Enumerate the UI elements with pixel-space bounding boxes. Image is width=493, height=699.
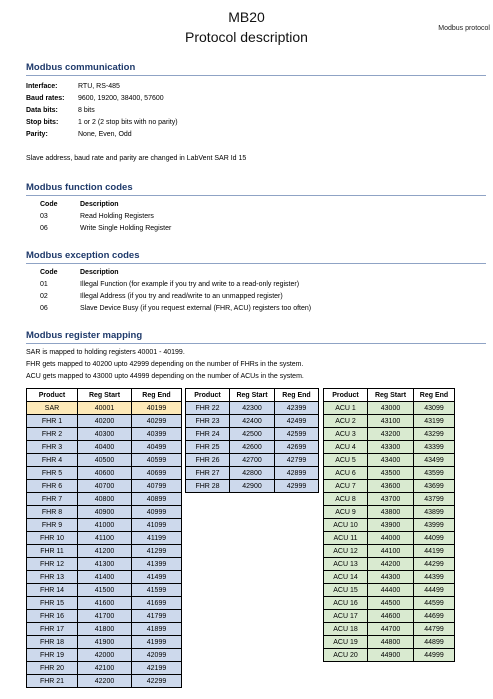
reg-start-cell: 42800 <box>230 467 275 480</box>
reg-end-cell: 42199 <box>132 662 182 675</box>
reg-end-cell: 41199 <box>132 532 182 545</box>
product-cell: ACU 12 <box>324 545 368 558</box>
function-code: 03 <box>40 213 48 220</box>
product-cell: FHR 28 <box>186 480 230 493</box>
table-row <box>27 493 182 506</box>
reg-end-cell: 44799 <box>414 623 455 636</box>
table-row <box>186 480 319 493</box>
table-row <box>27 519 182 532</box>
table-row <box>186 454 319 467</box>
exception-code-row <box>40 280 299 289</box>
product-cell: FHR 27 <box>186 467 230 480</box>
exception-description: Illegal Address (if you try and read/write to an unmapped register) <box>80 293 283 300</box>
reg-end-cell: 43599 <box>414 467 455 480</box>
reg-end-cell: 43499 <box>414 454 455 467</box>
reg-start-cell: 40600 <box>78 467 132 480</box>
reg-start-cell: 41800 <box>78 623 132 636</box>
section-heading-register-mapping: Modbus register mapping <box>26 330 486 344</box>
product-cell: ACU 3 <box>324 428 368 441</box>
comm-key: Stop bits: <box>26 119 59 126</box>
document-subtitle: Protocol description <box>185 29 308 45</box>
reg-start-cell: 44000 <box>368 532 414 545</box>
table-row <box>27 441 182 454</box>
comm-row-data-bits <box>26 106 95 115</box>
table-row <box>27 662 182 675</box>
function-code-row <box>40 212 154 221</box>
product-cell: FHR 15 <box>27 597 78 610</box>
reg-end-cell: 43799 <box>414 493 455 506</box>
reg-start-cell: 40500 <box>78 454 132 467</box>
product-cell: FHR 24 <box>186 428 230 441</box>
product-cell: FHR 6 <box>27 480 78 493</box>
product-cell: ACU 13 <box>324 558 368 571</box>
comm-key: Parity: <box>26 131 48 138</box>
table-row <box>27 675 182 688</box>
reg-start-cell: 44700 <box>368 623 414 636</box>
product-cell: FHR 25 <box>186 441 230 454</box>
product-cell: FHR 3 <box>27 441 78 454</box>
product-cell: FHR 12 <box>27 558 78 571</box>
reg-end-cell: 40399 <box>132 428 182 441</box>
product-cell: FHR 19 <box>27 649 78 662</box>
product-cell: ACU 4 <box>324 441 368 454</box>
reg-start-cell: 44300 <box>368 571 414 584</box>
function-code-row <box>40 224 171 233</box>
reg-start-cell: 41700 <box>78 610 132 623</box>
reg-start-cell: 43200 <box>368 428 414 441</box>
comm-row-interface <box>26 82 120 91</box>
comm-key: Interface: <box>26 83 58 90</box>
exception-codes-header <box>40 268 119 277</box>
product-cell: FHR 10 <box>27 532 78 545</box>
reg-end-cell: 40299 <box>132 415 182 428</box>
comm-row-baud-rates <box>26 94 164 103</box>
section-heading-communication: Modbus communication <box>26 62 486 76</box>
table-row <box>324 519 455 532</box>
reg-end-cell: 40899 <box>132 493 182 506</box>
exception-description: Slave Device Busy (if you request external (FHR, ACU) registers too often) <box>80 305 312 312</box>
reg-end-cell: 43299 <box>414 428 455 441</box>
reg-start-cell: 44800 <box>368 636 414 649</box>
reg-end-cell: 41299 <box>132 545 182 558</box>
exception-code: 06 <box>40 305 48 312</box>
exception-code: 01 <box>40 281 48 288</box>
product-cell: SAR <box>27 402 78 415</box>
product-cell: FHR 21 <box>27 675 78 688</box>
reg-start-cell: 42400 <box>230 415 275 428</box>
section-heading-function-codes: Modbus function codes <box>26 182 486 196</box>
table-row <box>186 441 319 454</box>
product-cell: ACU 19 <box>324 636 368 649</box>
comm-note: Slave address, baud rate and parity are changed in LabVent SAR Id 15 <box>26 155 247 162</box>
reg-start-cell: 40700 <box>78 480 132 493</box>
table-row <box>27 571 182 584</box>
reg-end-cell: 42099 <box>132 649 182 662</box>
table-row <box>324 649 455 662</box>
col-header-reg-end: Reg End <box>132 389 182 402</box>
reg-start-cell: 43800 <box>368 506 414 519</box>
exception-code-row <box>40 304 311 313</box>
register-table-fhr-continued <box>185 388 319 493</box>
table-row <box>324 584 455 597</box>
table-row <box>27 597 182 610</box>
col-header-description: Description <box>80 269 119 276</box>
register-table-acu <box>323 388 455 662</box>
reg-start-cell: 44400 <box>368 584 414 597</box>
product-cell: ACU 9 <box>324 506 368 519</box>
comm-key: Baud rates: <box>26 95 65 102</box>
reg-start-cell: 41400 <box>78 571 132 584</box>
reg-start-cell: 40300 <box>78 428 132 441</box>
table-header-row <box>27 389 182 402</box>
table-row <box>27 428 182 441</box>
table-row <box>324 623 455 636</box>
function-codes-header <box>40 200 119 209</box>
mapping-line-fhr: FHR gets mapped to 40200 upto 42999 depending on the number of FHRs in the system. <box>26 361 304 368</box>
reg-end-cell: 42299 <box>132 675 182 688</box>
table-row <box>27 415 182 428</box>
product-cell: FHR 26 <box>186 454 230 467</box>
reg-start-cell: 43300 <box>368 441 414 454</box>
comm-value: None, Even, Odd <box>78 131 132 138</box>
reg-start-cell: 43400 <box>368 454 414 467</box>
product-cell: ACU 16 <box>324 597 368 610</box>
comm-value: 1 or 2 (2 stop bits with no parity) <box>78 119 178 126</box>
product-cell: FHR 23 <box>186 415 230 428</box>
table-row <box>324 597 455 610</box>
table-row <box>27 480 182 493</box>
function-code: 06 <box>40 225 48 232</box>
reg-end-cell: 41099 <box>132 519 182 532</box>
comm-row-stop-bits <box>26 118 178 127</box>
header-corner-label: Modbus protocol <box>438 25 490 32</box>
comm-value: 9600, 19200, 38400, 57600 <box>78 95 164 102</box>
reg-end-cell: 40799 <box>132 480 182 493</box>
reg-end-cell: 43699 <box>414 480 455 493</box>
reg-end-cell: 42499 <box>275 415 319 428</box>
reg-start-cell: 41000 <box>78 519 132 532</box>
reg-start-cell: 41300 <box>78 558 132 571</box>
col-header-reg-start: Reg Start <box>368 389 414 402</box>
col-header-code: Code <box>40 269 58 276</box>
reg-start-cell: 43700 <box>368 493 414 506</box>
table-row <box>324 506 455 519</box>
mapping-line-acu: ACU gets mapped to 43000 upto 44999 depending on the number of ACUs in the system. <box>26 373 304 380</box>
table-row <box>324 545 455 558</box>
reg-start-cell: 42600 <box>230 441 275 454</box>
reg-end-cell: 41499 <box>132 571 182 584</box>
table-row <box>324 532 455 545</box>
table-row <box>27 467 182 480</box>
reg-start-cell: 42700 <box>230 454 275 467</box>
reg-start-cell: 41900 <box>78 636 132 649</box>
mapping-line-sar: SAR is mapped to holding registers 40001 - 40199. <box>26 349 185 356</box>
document-title: MB20 <box>228 9 265 25</box>
table-row <box>186 402 319 415</box>
reg-end-cell: 40199 <box>132 402 182 415</box>
reg-start-cell: 44500 <box>368 597 414 610</box>
table-row <box>324 636 455 649</box>
table-row <box>27 610 182 623</box>
product-cell: FHR 22 <box>186 402 230 415</box>
reg-end-cell: 44099 <box>414 532 455 545</box>
col-header-product: Product <box>186 389 230 402</box>
reg-end-cell: 44999 <box>414 649 455 662</box>
product-cell: ACU 10 <box>324 519 368 532</box>
reg-end-cell: 44199 <box>414 545 455 558</box>
reg-end-cell: 40499 <box>132 441 182 454</box>
section-heading-exception-codes: Modbus exception codes <box>26 250 486 264</box>
comm-row-parity <box>26 130 132 139</box>
reg-start-cell: 44100 <box>368 545 414 558</box>
comm-value: 8 bits <box>78 107 95 114</box>
table-row <box>324 428 455 441</box>
reg-end-cell: 44899 <box>414 636 455 649</box>
comm-value: RTU, RS-485 <box>78 83 120 90</box>
product-cell: FHR 5 <box>27 467 78 480</box>
table-row <box>27 545 182 558</box>
reg-start-cell: 40900 <box>78 506 132 519</box>
col-header-reg-start: Reg Start <box>78 389 132 402</box>
reg-start-cell: 43900 <box>368 519 414 532</box>
reg-start-cell: 42300 <box>230 402 275 415</box>
product-cell: ACU 6 <box>324 467 368 480</box>
product-cell: ACU 2 <box>324 415 368 428</box>
reg-start-cell: 42000 <box>78 649 132 662</box>
col-header-reg-start: Reg Start <box>230 389 275 402</box>
reg-end-cell: 44299 <box>414 558 455 571</box>
reg-end-cell: 41599 <box>132 584 182 597</box>
exception-code-row <box>40 292 283 301</box>
product-cell: ACU 11 <box>324 532 368 545</box>
reg-start-cell: 42100 <box>78 662 132 675</box>
reg-end-cell: 40599 <box>132 454 182 467</box>
table-row <box>324 402 455 415</box>
product-cell: ACU 18 <box>324 623 368 636</box>
product-cell: FHR 13 <box>27 571 78 584</box>
reg-start-cell: 40001 <box>78 402 132 415</box>
reg-start-cell: 44900 <box>368 649 414 662</box>
product-cell: FHR 8 <box>27 506 78 519</box>
product-cell: FHR 2 <box>27 428 78 441</box>
product-cell: ACU 17 <box>324 610 368 623</box>
reg-end-cell: 41999 <box>132 636 182 649</box>
product-cell: FHR 4 <box>27 454 78 467</box>
reg-end-cell: 41399 <box>132 558 182 571</box>
exception-description: Illegal Function (for example if you try and write to a read-only register) <box>80 281 300 288</box>
table-row <box>186 428 319 441</box>
reg-end-cell: 42699 <box>275 441 319 454</box>
table-row <box>324 441 455 454</box>
product-cell: FHR 7 <box>27 493 78 506</box>
table-row <box>324 415 455 428</box>
table-row <box>324 610 455 623</box>
reg-start-cell: 41200 <box>78 545 132 558</box>
reg-end-cell: 43199 <box>414 415 455 428</box>
reg-end-cell: 43099 <box>414 402 455 415</box>
reg-end-cell: 44499 <box>414 584 455 597</box>
product-cell: FHR 16 <box>27 610 78 623</box>
reg-end-cell: 42399 <box>275 402 319 415</box>
reg-end-cell: 42999 <box>275 480 319 493</box>
reg-start-cell: 40400 <box>78 441 132 454</box>
table-row <box>324 454 455 467</box>
product-cell: FHR 11 <box>27 545 78 558</box>
reg-end-cell: 41799 <box>132 610 182 623</box>
table-row <box>324 467 455 480</box>
product-cell: FHR 20 <box>27 662 78 675</box>
reg-end-cell: 44599 <box>414 597 455 610</box>
table-row <box>186 467 319 480</box>
product-cell: FHR 1 <box>27 415 78 428</box>
reg-end-cell: 42899 <box>275 467 319 480</box>
product-cell: ACU 1 <box>324 402 368 415</box>
table-header-row <box>186 389 319 402</box>
reg-start-cell: 40200 <box>78 415 132 428</box>
col-header-description: Description <box>80 201 119 208</box>
table-row <box>27 532 182 545</box>
function-description: Read Holding Registers <box>80 213 154 220</box>
reg-start-cell: 43600 <box>368 480 414 493</box>
table-row <box>27 584 182 597</box>
col-header-product: Product <box>324 389 368 402</box>
reg-start-cell: 43000 <box>368 402 414 415</box>
product-cell: FHR 14 <box>27 584 78 597</box>
reg-end-cell: 42599 <box>275 428 319 441</box>
reg-end-cell: 40699 <box>132 467 182 480</box>
reg-end-cell: 44699 <box>414 610 455 623</box>
col-header-product: Product <box>27 389 78 402</box>
reg-start-cell: 44200 <box>368 558 414 571</box>
table-row <box>27 506 182 519</box>
table-row <box>324 493 455 506</box>
product-cell: FHR 9 <box>27 519 78 532</box>
table-row <box>324 558 455 571</box>
table-row <box>324 571 455 584</box>
reg-start-cell: 44600 <box>368 610 414 623</box>
table-row <box>27 649 182 662</box>
reg-end-cell: 44399 <box>414 571 455 584</box>
reg-start-cell: 41500 <box>78 584 132 597</box>
col-header-reg-end: Reg End <box>275 389 319 402</box>
reg-start-cell: 41100 <box>78 532 132 545</box>
reg-end-cell: 40999 <box>132 506 182 519</box>
product-cell: ACU 7 <box>324 480 368 493</box>
product-cell: FHR 18 <box>27 636 78 649</box>
product-cell: ACU 8 <box>324 493 368 506</box>
reg-start-cell: 42500 <box>230 428 275 441</box>
reg-end-cell: 41699 <box>132 597 182 610</box>
product-cell: ACU 14 <box>324 571 368 584</box>
reg-end-cell: 43399 <box>414 441 455 454</box>
table-row <box>27 558 182 571</box>
reg-start-cell: 43100 <box>368 415 414 428</box>
product-cell: ACU 20 <box>324 649 368 662</box>
reg-end-cell: 43899 <box>414 506 455 519</box>
table-row <box>186 415 319 428</box>
table-row <box>27 623 182 636</box>
register-table-sar-fhr <box>26 388 182 688</box>
reg-end-cell: 42799 <box>275 454 319 467</box>
table-row <box>324 480 455 493</box>
reg-start-cell: 40800 <box>78 493 132 506</box>
reg-start-cell: 42900 <box>230 480 275 493</box>
reg-start-cell: 41600 <box>78 597 132 610</box>
reg-start-cell: 42200 <box>78 675 132 688</box>
table-row <box>27 402 182 415</box>
product-cell: FHR 17 <box>27 623 78 636</box>
table-row <box>27 636 182 649</box>
col-header-reg-end: Reg End <box>414 389 455 402</box>
product-cell: ACU 5 <box>324 454 368 467</box>
reg-end-cell: 41899 <box>132 623 182 636</box>
product-cell: ACU 15 <box>324 584 368 597</box>
comm-key: Data bits: <box>26 107 58 114</box>
function-description: Write Single Holding Register <box>80 225 172 232</box>
reg-start-cell: 43500 <box>368 467 414 480</box>
reg-end-cell: 43999 <box>414 519 455 532</box>
table-row <box>27 454 182 467</box>
table-header-row <box>324 389 455 402</box>
col-header-code: Code <box>40 201 58 208</box>
exception-code: 02 <box>40 293 48 300</box>
